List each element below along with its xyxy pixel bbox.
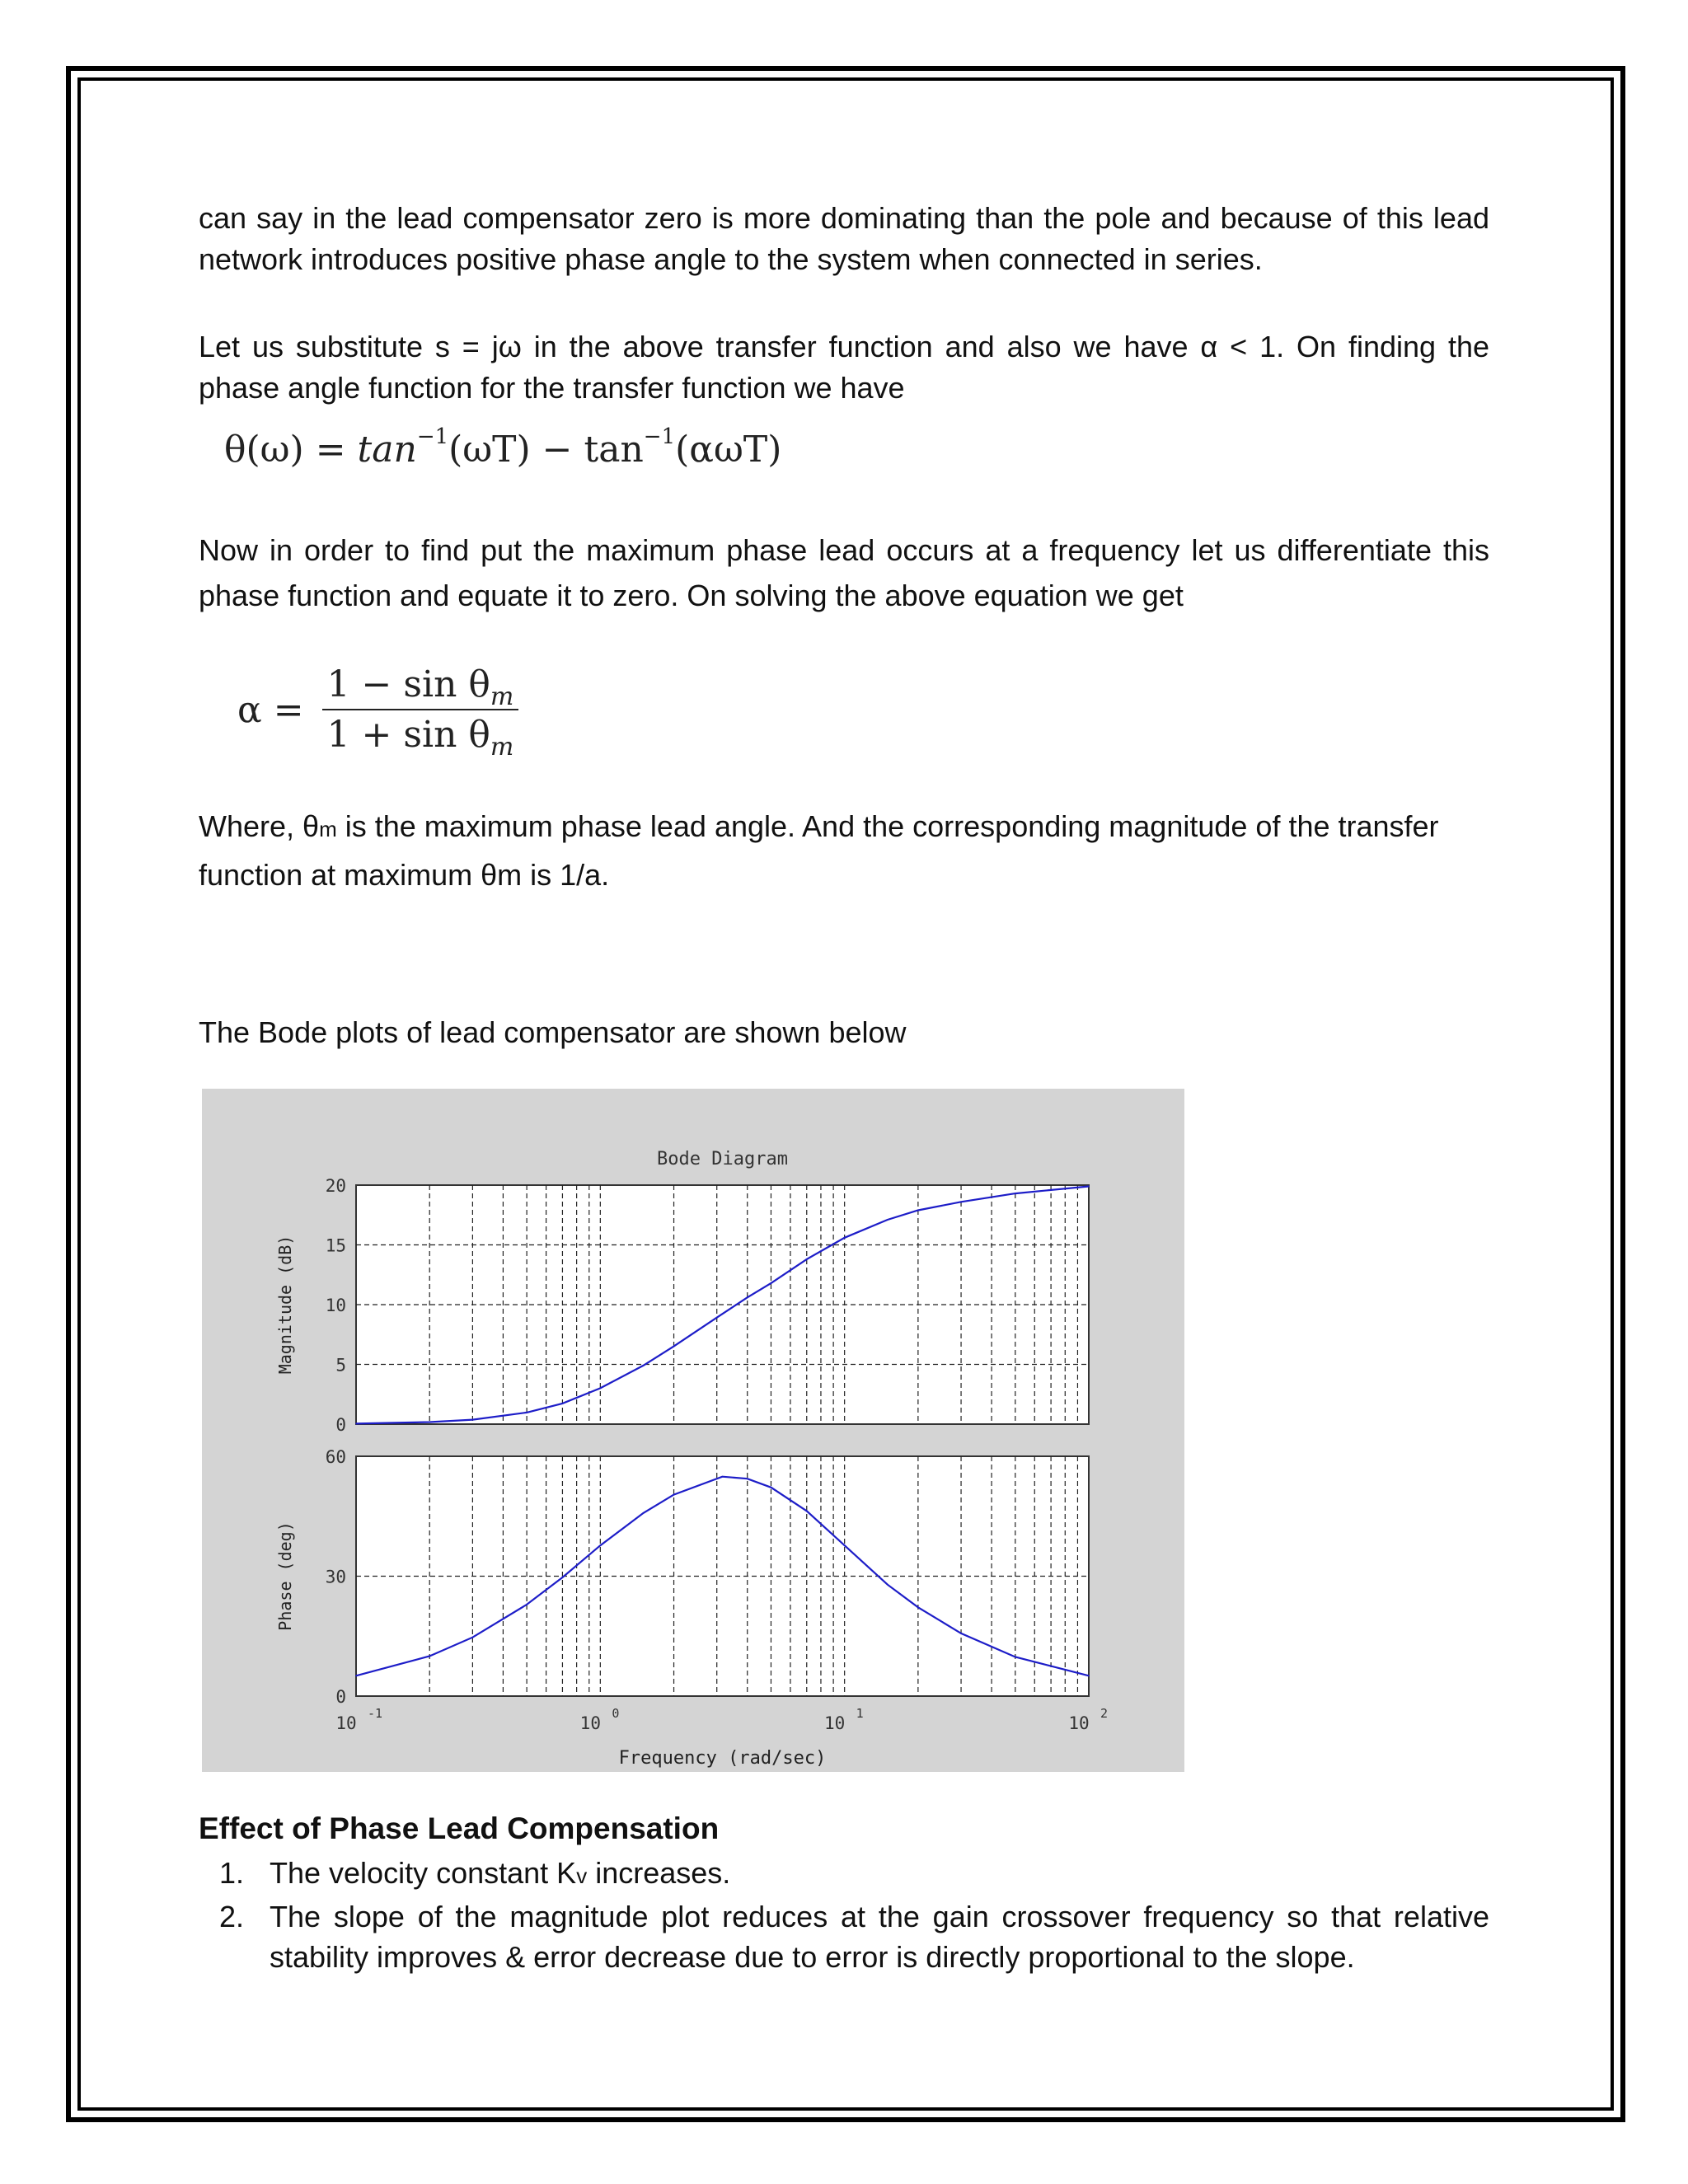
data-point-magnitude [747,1297,748,1299]
data-point-phase [673,1494,675,1496]
data-point-magnitude [526,1412,528,1413]
data-point-phase [600,1544,602,1546]
bode-svg [202,1089,1184,1772]
data-point-phase [1015,1657,1016,1658]
eq1-exp-2: −1 [643,424,676,450]
data-point-magnitude [844,1237,846,1239]
data-point-magnitude [917,1210,919,1212]
y-tick-label: 15 [325,1235,346,1256]
data-point-magnitude [716,1317,718,1319]
data-point-magnitude [771,1282,772,1284]
y-tick-label: 20 [325,1176,346,1196]
y-tick-label: 60 [325,1447,346,1467]
data-point-phase [960,1633,962,1634]
data-point-phase [429,1656,430,1657]
eq2-denominator: $1 + \sin \theta_m$ [326,714,514,762]
x-tick-label: 10 [824,1713,846,1733]
chart-title: Bode Diagram [657,1149,788,1169]
paragraph-bode-intro: The Bode plots of lead compensator are shown below [199,1015,907,1049]
x-tick-exponent: -1 [368,1706,383,1721]
x-tick-label: 10 [1068,1713,1090,1733]
y-tick-label: 0 [335,1687,346,1707]
x-axis-label: Frequency (rad/sec) [618,1748,827,1769]
paragraph-lead-network: can say in the lead compensator zero is more dominating than the pole and because of this lead network introduces positive phase angle to the system when connected in series. [199,201,1489,276]
effects-list [199,1853,1489,1977]
data-point-magnitude [673,1346,675,1347]
data-point-magnitude [472,1419,474,1421]
x-tick-label: 10 [335,1713,357,1733]
eq1-arg1: (ωT) − tan [448,429,644,471]
x-tick-exponent: 1 [856,1706,864,1721]
bode-chart [202,1089,1184,1772]
y-tick-label: 30 [325,1567,346,1587]
eq1-exp-1: −1 [416,424,449,450]
y-tick-label: 0 [335,1415,346,1435]
eq1-lhs: θ(ω) = [224,429,358,471]
eq1-tan: tan [357,429,417,471]
data-point-phase [722,1476,724,1478]
data-point-phase [472,1637,474,1638]
y-axis-label-magnitude: Magnitude (dB) [275,1235,295,1375]
data-point-magnitude [1015,1193,1016,1194]
data-point-magnitude [355,1423,357,1425]
y-axis-label-phase: Phase (deg) [275,1521,295,1631]
paragraph-where: Where, θm is the maximum phase lead angle. And the corresponding magnitude of the transfer [199,809,1439,843]
data-point-phase [887,1584,889,1586]
y-tick-label: 5 [335,1355,346,1376]
data-point-phase [1088,1675,1090,1676]
data-point-phase [844,1544,846,1546]
data-point-magnitude [1088,1186,1090,1188]
data-point-phase [643,1512,645,1514]
eq1-arg2: (αωT) [675,429,782,471]
data-point-phase [355,1675,357,1676]
paragraph-maximum-phase: Now in order to find put the maximum phase lead occurs at a frequency let us differentiate this phase function and equate it to zero. On solving the above equation we get [199,533,1489,612]
data-point-phase [771,1487,772,1488]
list-item: 1. The velocity constant Kv increases. [219,1856,731,1890]
data-point-magnitude [887,1219,889,1221]
list-item: 2. The slope of the magnitude plot reduces at the gain crossover frequency so that relative stability improves & error decrease due to error is directly proportional to the slope. [219,1900,1489,1974]
x-tick-exponent: 2 [1100,1706,1109,1721]
data-point-magnitude [600,1388,602,1390]
eq2-fraction [322,663,519,762]
data-point-magnitude [429,1422,430,1423]
data-point-magnitude [960,1202,962,1203]
data-point-magnitude [806,1258,808,1260]
data-point-phase [562,1577,564,1578]
data-point-phase [806,1511,808,1512]
y-tick-label: 10 [325,1296,346,1315]
eq2-lhs: α = [237,688,304,731]
data-point-magnitude [562,1403,564,1404]
x-tick-label: 10 [579,1713,601,1733]
x-tick-exponent: 0 [612,1706,620,1721]
data-point-phase [917,1607,919,1609]
equation-phase-angle [224,424,782,471]
data-point-phase [747,1478,748,1479]
data-point-magnitude [643,1365,645,1366]
paragraph-magnitude: function at maximum θm is 1/a. [199,858,610,892]
equation-alpha [237,663,518,762]
paragraph-substitute: Let us substitute s = jω in the above transfer function and also we have α < 1. On finding the phase angle function for the transfer function we have [199,330,1489,405]
section-heading: Effect of Phase Lead Compensation [199,1811,720,1845]
eq2-numerator: $1 - \sin \theta_m$ [322,663,519,710]
data-point-phase [526,1604,528,1605]
